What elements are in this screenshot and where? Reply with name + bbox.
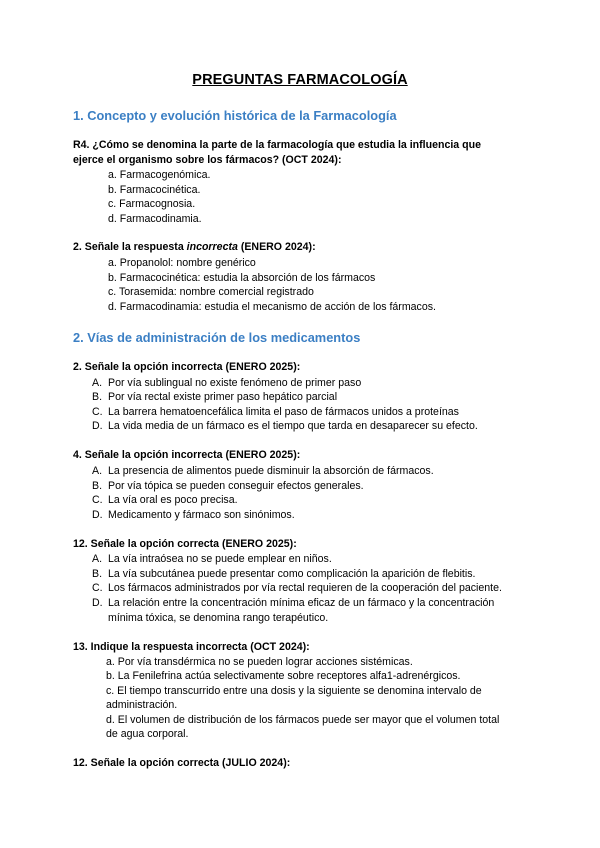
option-text: Por vía tópica se pueden conseguir efectos generales. [108, 480, 364, 492]
option-q5-c [92, 581, 502, 596]
option-q5-d-continuation: mínima tóxica, se denomina rango terapéutico. [108, 612, 329, 624]
option-letter: C. [92, 406, 103, 418]
option-q3-a [92, 376, 362, 391]
option-q3-d [92, 419, 478, 434]
question-r4 [73, 138, 533, 168]
option-q4-a [92, 464, 434, 479]
option-letter: A. [92, 377, 103, 389]
option-q3-b [92, 390, 338, 405]
option-q2-c: c. Torasemida: nombre comercial registrado [108, 286, 314, 298]
question-2-stem-emphasis: incorrecta [186, 241, 238, 253]
option-text: Por vía sublingual no existe fenómeno de primer paso [108, 377, 362, 389]
option-letter: B. [92, 568, 103, 580]
option-letter: D. [92, 420, 103, 432]
option-q6-b: b. La Fenilefrina actúa selectivamente sobre receptores alfa1-adrenérgicos. [106, 670, 461, 682]
option-q6-d: d. El volumen de distribución de los fármacos puede ser mayor que el volumen total [106, 714, 500, 726]
option-q6-a: a. Por vía transdérmica no se pueden lograr acciones sistémicas. [106, 656, 413, 668]
option-text: Por vía rectal existe primer paso hepático parcial [108, 391, 338, 403]
question-2-enero-2025: 2. Señale la opción incorrecta (ENERO 2025): [73, 361, 301, 373]
page-title: PREGUNTAS FARMACOLOGÍA [192, 72, 408, 88]
section-heading-1: 1. Concepto y evolución histórica de la Farmacología [73, 108, 397, 123]
question-4-enero-2025: 4. Señale la opción incorrecta (ENERO 2025): [73, 449, 301, 461]
option-text: La relación entre la concentración mínima eficaz de un fármaco y la concentración [108, 597, 495, 609]
option-text: Los fármacos administrados por vía rectal requieren de la cooperación del paciente. [108, 582, 502, 594]
question-13-oct-2024: 13. Indique la respuesta incorrecta (OCT 2024): [73, 641, 310, 653]
option-q5-d [92, 596, 495, 611]
option-r4-b: b. Farmacocinética. [108, 184, 201, 196]
option-letter: C. [92, 494, 103, 506]
option-letter: A. [92, 553, 103, 565]
question-r4-stem-line2: ejerce el organismo sobre los fármacos? (OCT 2024): [73, 154, 342, 166]
option-text: La vía oral es poco precisa. [108, 494, 238, 506]
option-q4-d [92, 508, 295, 523]
option-text: Medicamento y fármaco son sinónimos. [108, 509, 295, 521]
option-r4-c: c. Farmacognosia. [108, 198, 196, 210]
question-r4-stem-line1: R4. ¿Cómo se denomina la parte de la farmacología que estudia la influencia que [73, 139, 481, 151]
section-heading-2: 2. Vías de administración de los medicamentos [73, 330, 361, 345]
option-r4-a: a. Farmacogenómica. [108, 169, 211, 181]
option-q3-c [92, 405, 459, 420]
option-q5-a [92, 552, 332, 567]
option-letter: A. [92, 465, 103, 477]
option-q2-d: d. Farmacodinamia: estudia el mecanismo de acción de los fármacos. [108, 301, 436, 313]
option-text: La vía subcutánea puede presentar como complicación la aparición de flebitis. [108, 568, 476, 580]
option-letter: B. [92, 480, 103, 492]
option-text: La vía intraósea no se puede emplear en niños. [108, 553, 332, 565]
option-q6-c-continuation: administración. [106, 699, 178, 711]
option-text: La barrera hematoencefálica limita el paso de fármacos unidos a proteínas [108, 406, 459, 418]
option-letter: B. [92, 391, 103, 403]
question-12-julio-2024: 12. Señale la opción correcta (JULIO 2024): [73, 757, 291, 769]
option-q2-a: a. Propanolol: nombre genérico [108, 257, 256, 269]
option-letter: D. [92, 509, 103, 521]
option-q6-d-continuation: de agua corporal. [106, 728, 189, 740]
option-r4-d: d. Farmacodinamia. [108, 213, 202, 225]
option-text: La vida media de un fármaco es el tiempo que tarda en desaparecer su efecto. [108, 420, 478, 432]
question-2-enero-2024 [73, 240, 533, 255]
option-text: La presencia de alimentos puede disminuir la absorción de fármacos. [108, 465, 434, 477]
option-q4-b [92, 479, 364, 494]
question-2-stem-suffix: (ENERO 2024): [237, 241, 316, 253]
option-letter: C. [92, 582, 103, 594]
option-q6-c: c. El tiempo transcurrido entre una dosis y la siguiente se denomina intervalo de [106, 685, 482, 697]
option-q5-b [92, 567, 476, 582]
question-12-enero-2025: 12. Señale la opción correcta (ENERO 2025): [73, 538, 297, 550]
option-q4-c [92, 493, 238, 508]
option-q2-b: b. Farmacocinética: estudia la absorción de los fármacos [108, 272, 376, 284]
option-letter: D. [92, 597, 103, 609]
question-2-stem-prefix: 2. Señale la respuesta [73, 241, 187, 253]
